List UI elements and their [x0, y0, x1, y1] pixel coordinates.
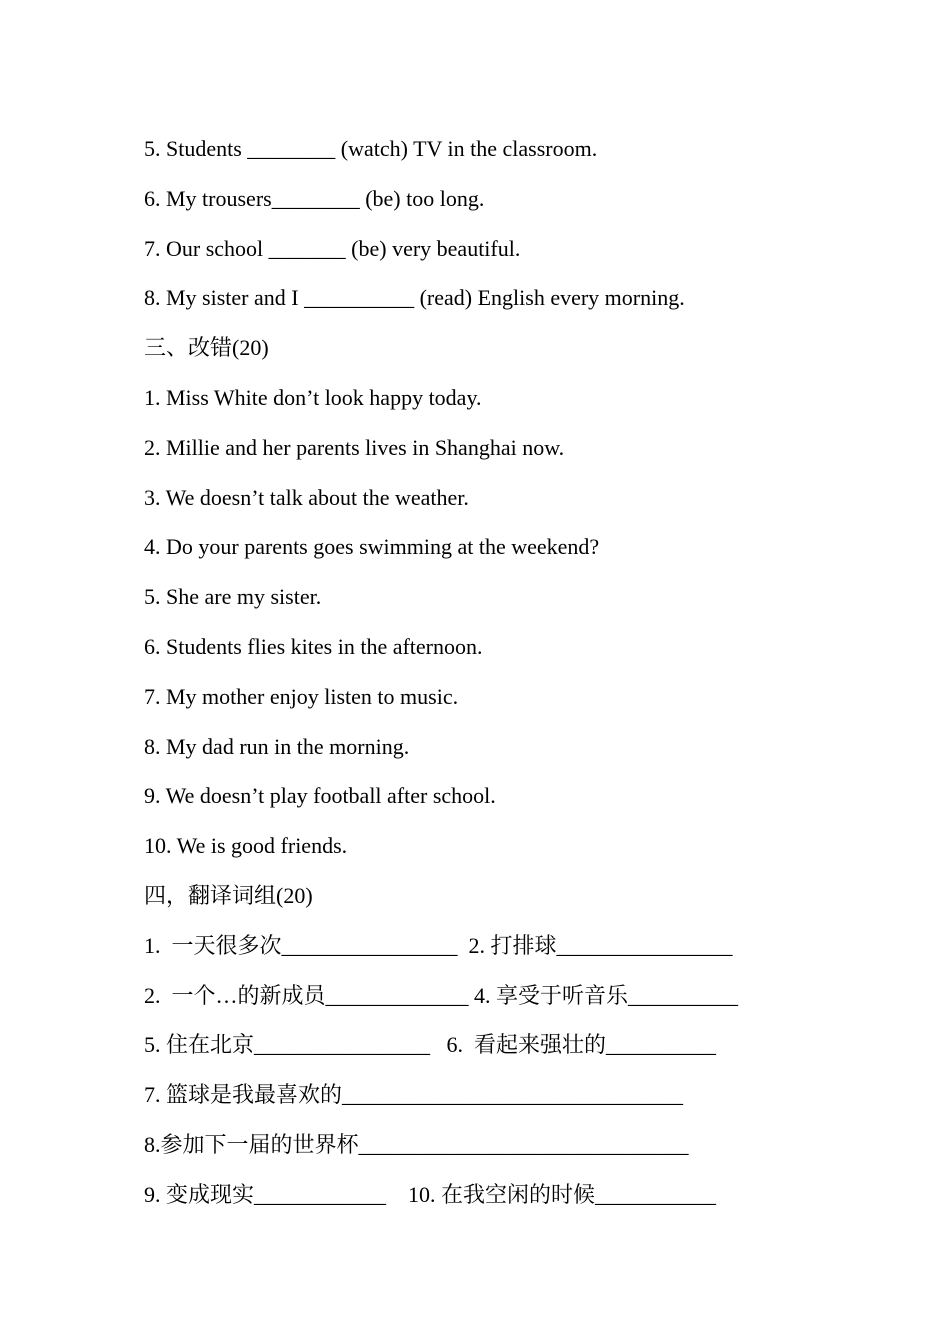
- worksheet-content: [144, 132, 844, 1228]
- exercise-line-watch: 5. Students ________ (watch) TV in the classroom.: [144, 136, 598, 161]
- correction-item-1: 1. Miss White don’t look happy today.: [144, 384, 482, 410]
- correction-item-7: 7. My mother enjoy listen to music.: [144, 683, 459, 709]
- section-heading-correction: 三、改错(20): [144, 335, 269, 361]
- correction-item-6: 6. Students flies kites in the afternoon.: [144, 633, 483, 659]
- correction-item-4: 4. Do your parents goes swimming at the weekend?: [144, 534, 600, 560]
- translation-row-5: 8.参加下一届的世界杯______________________________: [144, 1131, 689, 1157]
- translation-row-6: 9. 变成现实____________ 10. 在我空闲的时候___________: [144, 1181, 717, 1207]
- exercise-line-read: 8. My sister and I __________ (read) English every morning.: [144, 285, 685, 311]
- correction-item-10: 10. We is good friends.: [144, 833, 348, 859]
- correction-item-5: 5. She are my sister.: [144, 584, 322, 610]
- translation-row-2: 2. 一个…的新成员_____________ 4. 享受于听音乐__________: [144, 982, 739, 1008]
- translation-row-1: 1. 一天很多次________________ 2. 打排球________________: [144, 932, 733, 958]
- section-heading-translation: 四，翻译词组(20): [144, 882, 313, 908]
- correction-item-9: 9. We doesn’t play football after school.: [144, 783, 496, 809]
- correction-item-8: 8. My dad run in the morning.: [144, 733, 410, 759]
- exercise-line-trousers: 6. My trousers________ (be) too long.: [144, 185, 485, 211]
- exercise-line-school: 7. Our school _______ (be) very beautiful.: [144, 235, 521, 261]
- correction-item-2: 2. Millie and her parents lives in Shanghai now.: [144, 434, 565, 460]
- translation-row-3: 5. 住在北京________________ 6. 看起来强壮的__________: [144, 1032, 717, 1058]
- correction-item-3: 3. We doesn’t talk about the weather.: [144, 484, 469, 510]
- translation-row-4: 7. 篮球是我最喜欢的_______________________________: [144, 1082, 684, 1108]
